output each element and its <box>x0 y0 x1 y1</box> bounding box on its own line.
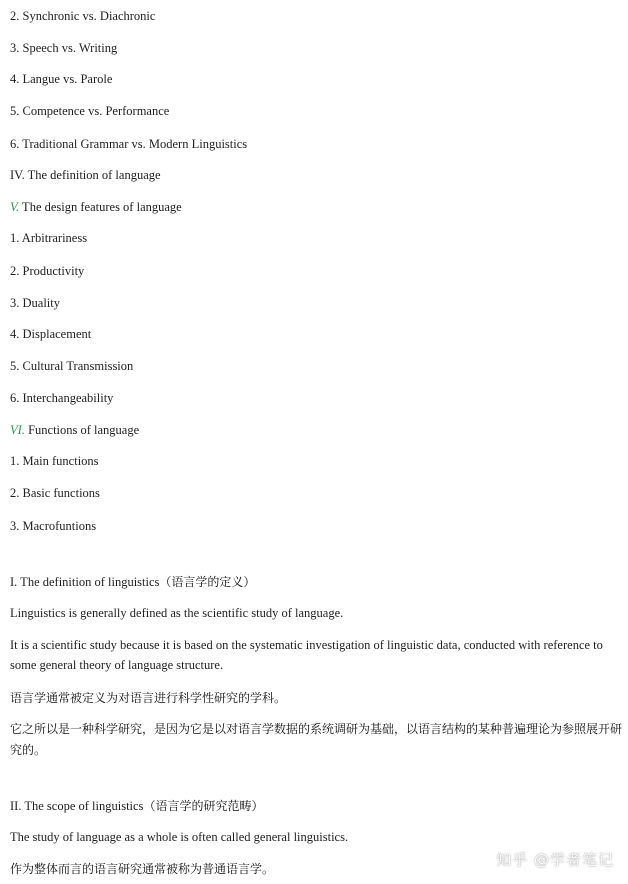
outline-item: 2. Productivity <box>10 264 85 278</box>
section-heading-zh: （语言学的研究范畴） <box>143 799 264 813</box>
outline-item: 2. Basic functions <box>10 486 100 500</box>
outline-item: 6. Interchangeability <box>10 391 114 405</box>
outline-item: 5. Competence vs. Performance <box>10 104 170 118</box>
section-heading-zh: （语言学的定义） <box>159 575 256 589</box>
outline-item: 3. Speech vs. Writing <box>10 41 118 55</box>
paragraph-zh: 作为整体而言的语言研究通常被称为普通语言学。 <box>10 862 275 876</box>
paragraph-zh: 它之所以是一种科学研究，是因为它是以对语言学数据的系统调研为基础，以语言结构的某种普遍理论为参照展开研究的。 <box>10 722 623 757</box>
outline-item: 3. Duality <box>10 296 60 310</box>
outline-item: 4. Displacement <box>10 327 92 341</box>
paragraph: It is a scientific study because it is based on the systematic investigation of linguistic data, conducted with reference to some general theory of language structure. <box>10 638 603 672</box>
outline-heading <box>10 420 139 440</box>
paragraph: Linguistics is generally defined as the scientific study of language. <box>10 606 344 620</box>
watermark: 知乎 @学者笔记 <box>496 851 614 869</box>
paragraph-zh: 语言学通常被定义为对语言进行科学性研究的学科。 <box>10 691 287 705</box>
outline-item: 1. Arbitrariness <box>10 231 88 245</box>
section-heading <box>10 572 255 593</box>
outline-heading-text: The design features of language <box>19 200 182 214</box>
outline-heading: IV. The definition of language <box>10 168 161 182</box>
section-heading-en: II. The scope of linguistics <box>10 799 144 813</box>
roman-numeral: V. <box>10 200 20 214</box>
section-heading <box>10 796 263 817</box>
outline-item: 3. Macrofuntions <box>10 519 97 533</box>
outline-item: 4. Langue vs. Parole <box>10 72 113 86</box>
paragraph: The study of language as a whole is often called general linguistics. <box>10 830 349 844</box>
outline-item: 6. Traditional Grammar vs. Modern Linguistics <box>10 137 248 151</box>
outline-item: 2. Synchronic vs. Diachronic <box>10 9 156 23</box>
outline-item: 5. Cultural Transmission <box>10 359 134 373</box>
outline-heading-text: Functions of language <box>24 423 140 437</box>
section-heading-en: I. The definition of linguistics <box>10 575 160 589</box>
outline-item: 1. Main functions <box>10 454 99 468</box>
roman-numeral: VI. <box>10 423 25 437</box>
outline-heading <box>10 197 182 217</box>
